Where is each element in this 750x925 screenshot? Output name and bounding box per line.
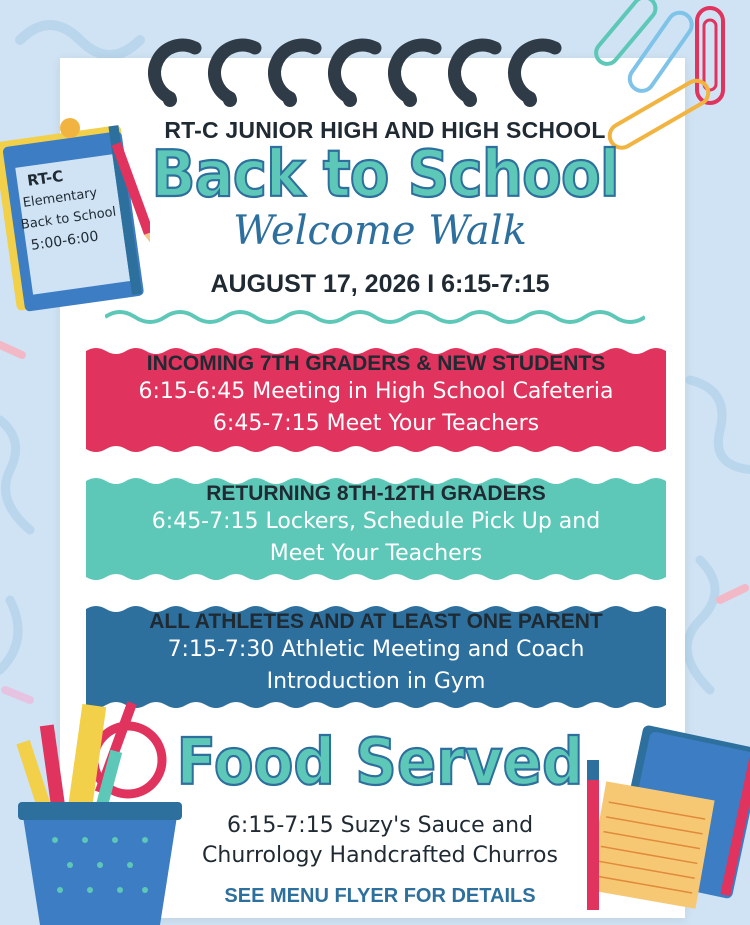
binder-rings-icon xyxy=(130,18,610,118)
wave-divider xyxy=(105,305,645,329)
food-line: 6:15-7:15 Suzy's Sauce and xyxy=(226,813,534,838)
pencil-cup-icon xyxy=(10,680,190,925)
menu-note: SEE MENU FLYER FOR DETAILS xyxy=(224,885,536,907)
notebook-line: Elementary xyxy=(22,185,99,211)
notebook-stack-icon xyxy=(575,720,750,920)
event-title: Back to School xyxy=(151,136,619,212)
incoming-students-banner xyxy=(86,345,666,455)
notebook-line: Back to School xyxy=(20,204,118,233)
schedule-line: Introduction in Gym xyxy=(266,669,486,694)
schedule-line: 6:45-7:15 Meet Your Teachers xyxy=(212,411,540,436)
event-subtitle: Welcome Walk xyxy=(233,208,527,254)
school-name: RT-C JUNIOR HIGH AND HIGH SCHOOL xyxy=(164,117,606,143)
schedule-line: 6:15-6:45 Meeting in High School Cafeteria xyxy=(138,379,614,404)
food-line: Churrology Handcrafted Churros xyxy=(202,843,558,868)
event-date-time: AUGUST 17, 2026 I 6:15-7:15 xyxy=(210,270,550,298)
returning-students-banner xyxy=(86,475,666,583)
section-heading: ALL ATHLETES AND AT LEAST ONE PARENT xyxy=(149,610,603,633)
notebook-label: RT-C xyxy=(26,166,65,190)
schedule-line: Meet Your Teachers xyxy=(269,541,483,566)
schedule-line: 7:15-7:30 Athletic Meeting and Coach xyxy=(167,637,585,662)
section-heading: RETURNING 8TH-12TH GRADERS xyxy=(206,482,546,505)
notebook-time: 5:00-6:00 xyxy=(30,228,100,254)
food-title: Food Served xyxy=(176,724,584,800)
section-heading: INCOMING 7TH GRADERS & NEW STUDENTS xyxy=(146,352,606,375)
schedule-line: 6:45-7:15 Lockers, Schedule Pick Up and xyxy=(151,509,601,534)
